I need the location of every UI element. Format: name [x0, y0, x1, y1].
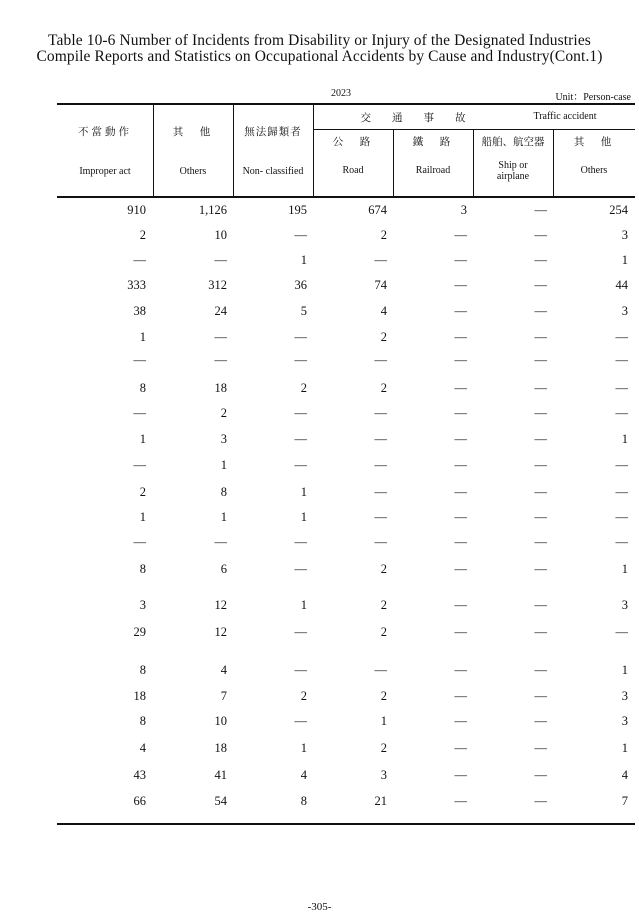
- table-cell: —: [454, 253, 467, 267]
- table-cell: —: [534, 741, 547, 755]
- table-cell: —: [534, 625, 547, 639]
- table-cell: —: [374, 432, 387, 446]
- table-cell: 2: [139, 228, 146, 242]
- table-cell: 8: [139, 663, 146, 677]
- table-cell: —: [294, 330, 307, 344]
- table-cell: 24: [214, 304, 227, 318]
- table-cell: —: [454, 330, 467, 344]
- table-cell: —: [454, 741, 467, 755]
- table-cell: —: [534, 278, 547, 292]
- table-cell: 3: [621, 228, 628, 242]
- header-non-classified: [233, 124, 313, 177]
- header-road-zh: 公 路: [332, 136, 374, 148]
- table-cell: 1: [621, 253, 628, 267]
- header-traffic-others: [553, 134, 635, 176]
- header-ship-airplane-en-2: airplane: [496, 171, 530, 182]
- table-cell: —: [454, 562, 467, 576]
- table-cell: 10: [214, 228, 227, 242]
- table-cell: —: [374, 485, 387, 499]
- table-cell: 4: [300, 768, 307, 782]
- table-cell: —: [534, 714, 547, 728]
- table-cell: —: [374, 663, 387, 677]
- table-cell: —: [454, 228, 467, 242]
- table-cell: 1: [621, 663, 628, 677]
- header-traffic-others-zh: 其 他: [573, 136, 615, 148]
- table-cell: —: [374, 510, 387, 524]
- header-others: [153, 124, 233, 177]
- table-cell: 3: [380, 768, 387, 782]
- table-cell: —: [534, 485, 547, 499]
- table-cell: —: [294, 353, 307, 367]
- table-cell: 2: [380, 562, 387, 576]
- header-ship-airplane: [473, 134, 553, 182]
- table-cell: —: [294, 535, 307, 549]
- header-others-zh: 其 他: [172, 126, 214, 138]
- table-cell: —: [534, 510, 547, 524]
- table-cell: 36: [294, 278, 307, 292]
- table-cell: —: [534, 458, 547, 472]
- table-cell: —: [454, 625, 467, 639]
- table-cell: —: [454, 768, 467, 782]
- table-cell: —: [615, 330, 628, 344]
- table-cell: —: [133, 535, 146, 549]
- table-cell: —: [214, 535, 227, 549]
- table-cell: —: [374, 535, 387, 549]
- table-cell: —: [615, 353, 628, 367]
- table-cell: —: [294, 714, 307, 728]
- table-cell: —: [615, 381, 628, 395]
- table-cell: 3: [139, 598, 146, 612]
- table-cell: 1: [621, 562, 628, 576]
- table-cell: 312: [208, 278, 227, 292]
- table-cell: —: [454, 406, 467, 420]
- table-cell: —: [534, 381, 547, 395]
- table-cell: 1: [220, 458, 227, 472]
- header-traffic-others-en: Others: [580, 165, 608, 176]
- header-railroad-en: Railroad: [415, 165, 451, 176]
- table-cell: —: [133, 253, 146, 267]
- table-cell: —: [454, 663, 467, 677]
- table-cell: —: [534, 794, 547, 808]
- table-cell: 4: [220, 663, 227, 677]
- table-cell: 12: [214, 625, 227, 639]
- table-cell: 18: [214, 741, 227, 755]
- table-cell: —: [133, 458, 146, 472]
- header-road-en: Road: [342, 165, 364, 176]
- header-railroad-zh: 鐵 路: [412, 136, 454, 148]
- table-cell: 44: [615, 278, 628, 292]
- table-cell: —: [454, 535, 467, 549]
- table-cell: 1: [300, 598, 307, 612]
- table-bottom-rule: [57, 823, 635, 825]
- table-cell: 333: [127, 278, 146, 292]
- header-improper-act-zh: 不當動作: [78, 126, 132, 138]
- table-cell: —: [534, 562, 547, 576]
- table-cell: 8: [220, 485, 227, 499]
- table-cell: —: [294, 663, 307, 677]
- table-cell: 4: [380, 304, 387, 318]
- table-cell: 38: [133, 304, 146, 318]
- table-cell: —: [454, 278, 467, 292]
- table-cell: 4: [621, 768, 628, 782]
- table-cell: —: [294, 432, 307, 446]
- header-traffic-accident-zh: 交 通 事 故: [360, 112, 466, 124]
- table-cell: —: [454, 689, 467, 703]
- table-cell: 2: [380, 625, 387, 639]
- table-cell: 43: [133, 768, 146, 782]
- table-cell: —: [615, 535, 628, 549]
- header-traffic-accident-en: Traffic accident: [533, 111, 597, 122]
- table-cell: 7: [621, 794, 628, 808]
- table-cell: —: [534, 330, 547, 344]
- table-cell: —: [534, 406, 547, 420]
- table-cell: 2: [380, 741, 387, 755]
- table-cell: —: [534, 663, 547, 677]
- table-cell: 1: [621, 432, 628, 446]
- header-top-rule: [57, 103, 635, 105]
- unit-label: Unit：Person-case: [555, 92, 631, 103]
- table-cell: —: [294, 562, 307, 576]
- table-cell: —: [454, 381, 467, 395]
- table-cell: —: [454, 794, 467, 808]
- table-cell: 21: [374, 794, 387, 808]
- header-bottom-rule: [57, 196, 635, 198]
- table-cell: —: [615, 485, 628, 499]
- table-cell: 2: [380, 381, 387, 395]
- table-cell: 2: [380, 228, 387, 242]
- table-cell: 54: [214, 794, 227, 808]
- table-cell: —: [374, 458, 387, 472]
- table-title-line-1: Table 10-6 Number of Incidents from Disability or Injury of the Designated Industries: [48, 32, 591, 49]
- table-cell: —: [534, 768, 547, 782]
- table-cell: —: [294, 625, 307, 639]
- table-cell: —: [615, 406, 628, 420]
- table-cell: 1: [139, 432, 146, 446]
- table-cell: 7: [220, 689, 227, 703]
- header-improper-act: [57, 124, 153, 177]
- table-cell: 910: [127, 203, 146, 217]
- table-cell: 2: [380, 689, 387, 703]
- table-cell: 3: [621, 689, 628, 703]
- table-cell: 195: [288, 203, 307, 217]
- header-road: [313, 134, 393, 176]
- table-cell: —: [133, 406, 146, 420]
- table-cell: 1: [300, 510, 307, 524]
- header-ship-airplane-en-1: Ship or: [498, 160, 528, 171]
- table-cell: —: [454, 714, 467, 728]
- table-cell: —: [294, 406, 307, 420]
- table-title-line-2: Compile Reports and Statistics on Occupational Accidents by Cause and Industry(Cont.1): [36, 48, 603, 65]
- table-cell: —: [534, 535, 547, 549]
- table-cell: 4: [139, 741, 146, 755]
- table-cell: —: [534, 353, 547, 367]
- table-cell: 2: [300, 689, 307, 703]
- table-cell: 1: [139, 330, 146, 344]
- table-cell: 1: [300, 253, 307, 267]
- table-cell: 74: [374, 278, 387, 292]
- table-cell: —: [454, 353, 467, 367]
- header-improper-act-en: Improper act: [79, 166, 131, 177]
- table-cell: 1: [380, 714, 387, 728]
- year-label: 2023: [331, 88, 351, 99]
- header-non-classified-en: Non- classified: [242, 166, 304, 177]
- table-cell: 8: [300, 794, 307, 808]
- table-cell: 3: [220, 432, 227, 446]
- table-cell: —: [133, 353, 146, 367]
- table-cell: 1: [300, 485, 307, 499]
- table-cell: —: [454, 304, 467, 318]
- table-cell: 2: [380, 598, 387, 612]
- table-cell: 2: [380, 330, 387, 344]
- table-cell: 1,126: [198, 203, 227, 217]
- table-cell: —: [534, 598, 547, 612]
- table-cell: —: [534, 228, 547, 242]
- table-cell: 18: [214, 381, 227, 395]
- header-ship-airplane-zh: 船舶、航空器: [481, 136, 545, 148]
- table-cell: 254: [609, 203, 628, 217]
- table-cell: 29: [133, 625, 146, 639]
- table-cell: 3: [621, 304, 628, 318]
- table-cell: —: [454, 485, 467, 499]
- table-cell: 2: [139, 485, 146, 499]
- table-cell: 2: [220, 406, 227, 420]
- table-cell: 66: [133, 794, 146, 808]
- table-cell: —: [374, 353, 387, 367]
- table-cell: 5: [300, 304, 307, 318]
- table-cell: 1: [139, 510, 146, 524]
- table-cell: —: [534, 689, 547, 703]
- table-cell: 8: [139, 562, 146, 576]
- table-cell: —: [615, 458, 628, 472]
- table-cell: —: [615, 625, 628, 639]
- table-cell: —: [214, 330, 227, 344]
- table-cell: —: [374, 406, 387, 420]
- table-cell: 3: [460, 203, 467, 217]
- header-non-classified-zh: 無法歸類者: [244, 126, 302, 138]
- table-cell: 1: [220, 510, 227, 524]
- table-cell: —: [615, 510, 628, 524]
- table-cell: 1: [300, 741, 307, 755]
- table-cell: 8: [139, 381, 146, 395]
- table-cell: —: [534, 203, 547, 217]
- table-cell: —: [214, 253, 227, 267]
- table-cell: 41: [214, 768, 227, 782]
- table-cell: —: [374, 253, 387, 267]
- table-cell: 2: [300, 381, 307, 395]
- table-cell: 3: [621, 598, 628, 612]
- table-cell: 6: [220, 562, 227, 576]
- header-others-en: Others: [179, 166, 207, 177]
- traffic-subheader-rule: [313, 129, 635, 130]
- table-cell: —: [294, 228, 307, 242]
- table-cell: 3: [621, 714, 628, 728]
- table-cell: 18: [133, 689, 146, 703]
- table-cell: —: [454, 598, 467, 612]
- table-cell: —: [534, 432, 547, 446]
- table-cell: 12: [214, 598, 227, 612]
- page-number: -305-: [307, 901, 332, 913]
- table-cell: 10: [214, 714, 227, 728]
- table-cell: —: [294, 458, 307, 472]
- table-cell: 1: [621, 741, 628, 755]
- table-cell: —: [214, 353, 227, 367]
- table-cell: —: [454, 432, 467, 446]
- table-cell: —: [454, 510, 467, 524]
- table-cell: —: [534, 253, 547, 267]
- table-cell: 8: [139, 714, 146, 728]
- table-cell: —: [534, 304, 547, 318]
- table-cell: —: [454, 458, 467, 472]
- table-cell: 674: [368, 203, 387, 217]
- header-railroad: [393, 134, 473, 176]
